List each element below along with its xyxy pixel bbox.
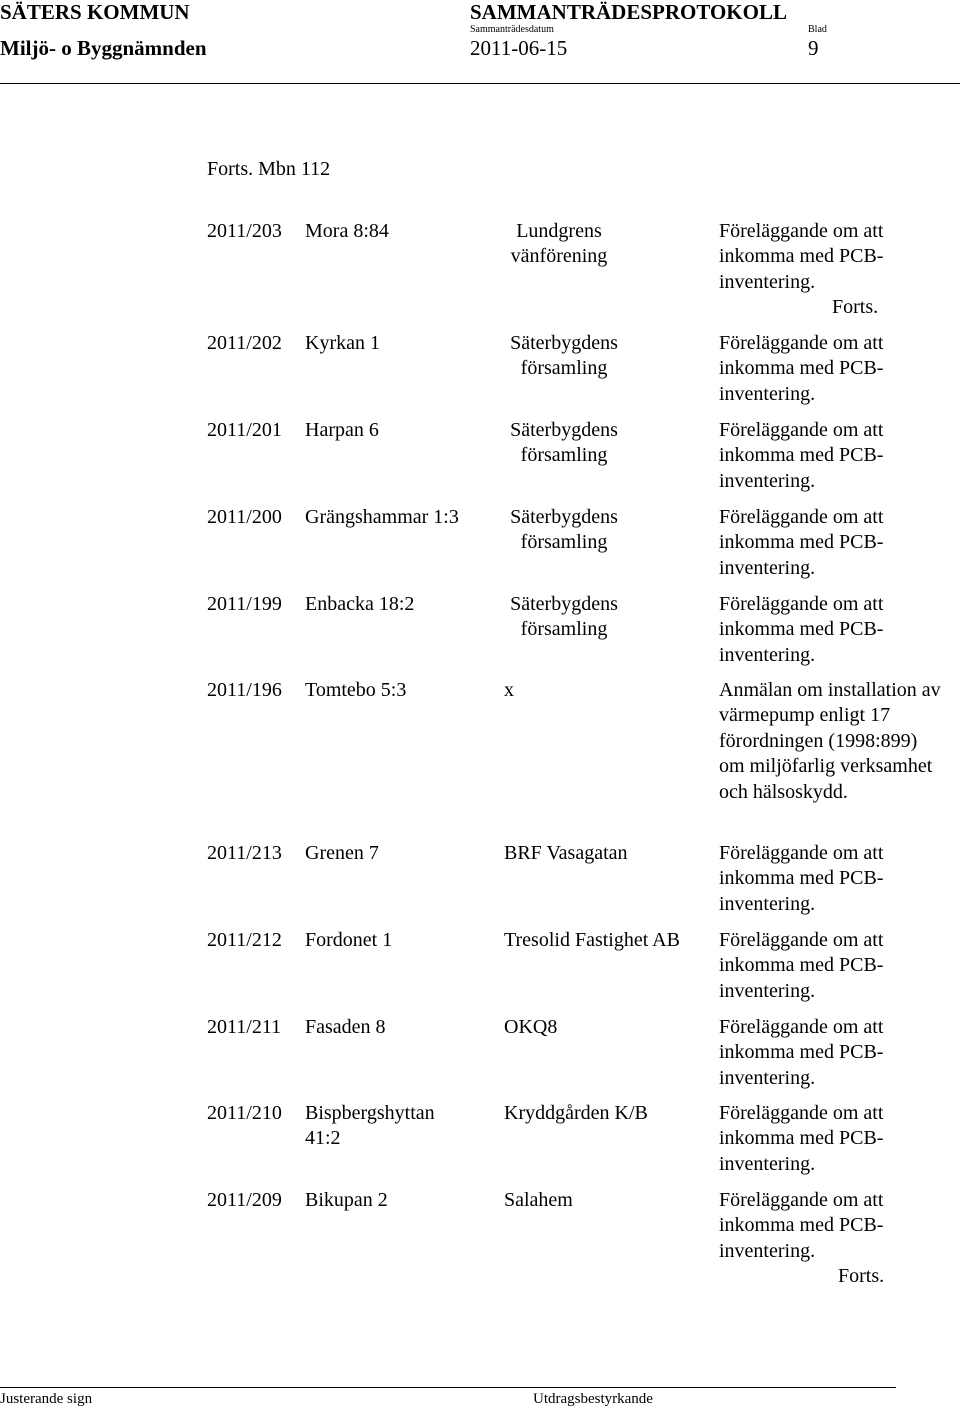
party-name: BRF Vasagatan xyxy=(504,842,628,864)
property-name: Tomtebo 5:3 xyxy=(305,679,407,701)
party-name: Säterbygdens församling xyxy=(510,593,618,641)
committee-name: Miljö- o Byggnämnden xyxy=(0,36,207,60)
page-label: Blad xyxy=(808,24,827,35)
case-number: 2011/212 xyxy=(207,929,282,951)
case-number: 2011/199 xyxy=(207,593,282,615)
property-name: Bispbergshyttan 41:2 xyxy=(305,1102,435,1150)
decision-text: Föreläggande om att inkomma med PCB-inventering. xyxy=(719,1102,884,1175)
decision-text: Föreläggande om att inkomma med PCB-inventering. xyxy=(719,419,884,492)
party-name: Lundgrens vänförening xyxy=(510,220,608,268)
continued-note: Forts. xyxy=(832,296,879,318)
case-number: 2011/203 xyxy=(207,220,282,242)
decision-text: Anmälan om installation av värmepump enligt 17 förordningen (1998:899) om miljöfarlig verksamhet och hälsoskydd. xyxy=(719,679,941,803)
footer-divider xyxy=(0,1387,896,1388)
party-name: Salahem xyxy=(504,1189,573,1211)
extract-certification-label: Utdragsbestyrkande xyxy=(533,1391,653,1407)
decision-text: Föreläggande om att inkomma med PCB-inventering. xyxy=(719,506,884,579)
case-number: 2011/201 xyxy=(207,419,282,441)
decision-text: Föreläggande om att inkomma med PCB-inventering. xyxy=(719,842,884,915)
property-name: Harpan 6 xyxy=(305,419,379,441)
decision-text: Föreläggande om att inkomma med PCB-inventering. xyxy=(719,1016,884,1089)
section-title: Forts. Mbn 112 xyxy=(207,158,331,180)
decision-text: Föreläggande om att inkomma med PCB-inventering. xyxy=(719,1189,884,1262)
property-name: Fasaden 8 xyxy=(305,1016,386,1038)
decision-text: Föreläggande om att inkomma med PCB-inventering. xyxy=(719,929,884,1002)
continued-note: Forts. xyxy=(838,1265,885,1287)
signature-label: Justerande sign xyxy=(0,1391,93,1407)
decision-text: Föreläggande om att inkomma med PCB-inventering. xyxy=(719,593,884,666)
property-name: Kyrkan 1 xyxy=(305,332,380,354)
party-name: Tresolid Fastighet AB xyxy=(504,929,680,951)
decision-text: Föreläggande om att inkomma med PCB-inventering. xyxy=(719,332,884,405)
document-type: SAMMANTRÄDESPROTOKOLL xyxy=(470,0,787,24)
property-name: Enbacka 18:2 xyxy=(305,593,415,615)
header-divider xyxy=(0,83,960,84)
case-number: 2011/200 xyxy=(207,506,282,528)
property-name: Bikupan 2 xyxy=(305,1189,388,1211)
party-name: Säterbygdens församling xyxy=(510,332,618,380)
decision-text: Föreläggande om att inkomma med PCB-inventering. xyxy=(719,220,884,293)
case-number: 2011/211 xyxy=(207,1016,282,1038)
case-number: 2011/209 xyxy=(207,1189,282,1211)
party-name: Kryddgården K/B xyxy=(504,1102,648,1124)
case-number: 2011/210 xyxy=(207,1102,282,1124)
party-name: OKQ8 xyxy=(504,1016,558,1038)
page-number: 9 xyxy=(808,36,819,60)
case-number: 2011/202 xyxy=(207,332,282,354)
property-name: Mora 8:84 xyxy=(305,220,389,242)
property-name: Grenen 7 xyxy=(305,842,379,864)
party-name: Säterbygdens församling xyxy=(510,506,618,554)
property-name: Grängshammar 1:3 xyxy=(305,506,459,528)
meeting-date: 2011-06-15 xyxy=(470,36,568,60)
party-name: Säterbygdens församling xyxy=(510,419,618,467)
municipality-name: SÄTERS KOMMUN xyxy=(0,0,190,24)
case-number: 2011/196 xyxy=(207,679,282,701)
case-number: 2011/213 xyxy=(207,842,282,864)
property-name: Fordonet 1 xyxy=(305,929,393,951)
date-label: Sammanträdesdatum xyxy=(470,24,554,35)
party-name: x xyxy=(504,679,514,701)
